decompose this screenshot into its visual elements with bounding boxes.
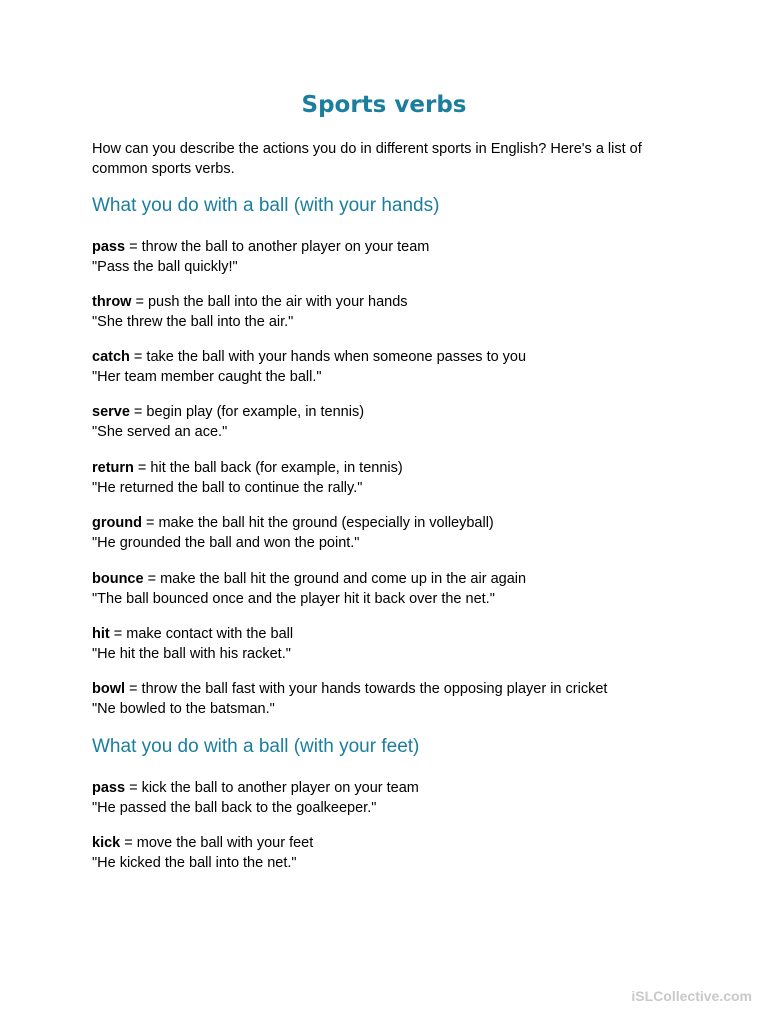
verb-definition-line	[92, 293, 712, 313]
verb-definition-line	[92, 779, 712, 799]
footer-watermark: iSLCollective.com	[631, 988, 752, 1004]
verb-definition: = make the ball hit the ground (especially in volleyball)	[141, 515, 494, 531]
verb-term: kick	[92, 835, 121, 851]
verb-example: "He passed the ball back to the goalkeeper."	[92, 799, 377, 816]
verb-definition-line	[92, 680, 712, 700]
verb-term: serve	[92, 404, 130, 420]
verb-example: "He returned the ball to continue the rally."	[92, 479, 363, 496]
verb-entry-pass-feet	[92, 779, 712, 818]
verb-example: "He grounded the ball and won the point."	[92, 534, 360, 551]
page-title: Sports verbs	[301, 92, 467, 118]
verb-entry-kick	[92, 834, 712, 873]
verb-entry-pass-hands	[92, 238, 712, 277]
verb-example: "He hit the ball with his racket."	[92, 645, 291, 662]
verb-definition-line	[92, 459, 712, 479]
verb-entry-bounce	[92, 570, 712, 609]
section-heading-feet: What you do with a ball (with your feet)	[92, 736, 420, 757]
verb-definition: = throw the ball fast with your hands towards the opposing player in cricket	[125, 681, 608, 697]
verb-entry-serve	[92, 403, 712, 442]
verb-definition-line	[92, 570, 712, 590]
verb-definition: = make contact with the ball	[109, 626, 294, 642]
verb-definition-line	[92, 625, 712, 645]
verb-entry-catch	[92, 348, 712, 387]
verb-definition: = make the ball hit the ground and come up in the air again	[143, 571, 527, 587]
verb-example: "The ball bounced once and the player hit it back over the net."	[92, 590, 495, 607]
verb-definition: = kick the ball to another player on your team	[125, 780, 419, 796]
verb-example: "Ne bowled to the batsman."	[92, 700, 275, 717]
verb-term: pass	[92, 780, 126, 796]
verb-entry-throw	[92, 293, 712, 332]
verb-definition-line	[92, 834, 712, 854]
verb-definition: = throw the ball to another player on your team	[125, 239, 430, 255]
verb-definition: = take the ball with your hands when someone passes to you	[129, 349, 527, 365]
verb-example: "Pass the ball quickly!"	[92, 258, 238, 275]
verb-definition: = move the ball with your feet	[120, 835, 314, 851]
verb-definition-line	[92, 348, 712, 368]
verb-entry-hit	[92, 625, 712, 664]
verb-term: pass	[92, 239, 126, 255]
verb-term: bowl	[92, 681, 126, 697]
verb-definition: = push the ball into the air with your hands	[131, 294, 408, 310]
verb-term: hit	[92, 626, 110, 642]
verb-term: throw	[92, 294, 132, 310]
verb-entry-ground	[92, 514, 712, 553]
intro-paragraph: How can you describe the actions you do in different sports in English? Here's a list of common sports verbs.	[92, 141, 642, 177]
section-heading-hands: What you do with a ball (with your hands)	[92, 195, 440, 216]
verb-term: ground	[92, 515, 142, 531]
verb-term: return	[92, 460, 134, 476]
verb-example: "Her team member caught the ball."	[92, 368, 322, 385]
verb-definition: = hit the ball back (for example, in tennis)	[133, 460, 403, 476]
verb-term: catch	[92, 349, 130, 365]
verb-example: "He kicked the ball into the net."	[92, 854, 297, 871]
verb-example: "She threw the ball into the air."	[92, 313, 294, 330]
verb-entry-return	[92, 459, 712, 498]
verb-definition-line	[92, 514, 712, 534]
verb-example: "She served an ace."	[92, 423, 228, 440]
verb-definition: = begin play (for example, in tennis)	[129, 404, 365, 420]
verb-definition-line	[92, 403, 712, 423]
verb-entry-bowl	[92, 680, 712, 719]
verb-term: bounce	[92, 571, 144, 587]
verb-definition-line	[92, 238, 712, 258]
